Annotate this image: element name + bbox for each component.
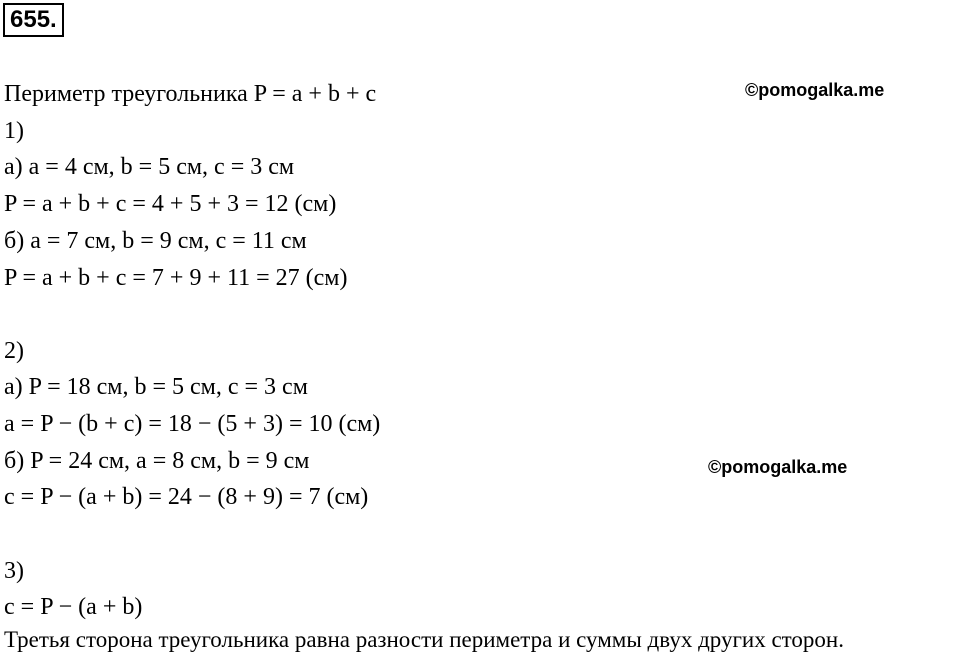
task-2b-solution: c = P − (a + b) = 24 − (8 + 9) = 7 (см) [4, 484, 369, 510]
task-1b-given: б) a = 7 см, b = 9 см, c = 11 см [4, 228, 307, 254]
section-3-heading: 3) [4, 558, 24, 584]
section-2-heading: 2) [4, 338, 24, 364]
problem-number: 655. [3, 3, 64, 37]
watermark: ©pomogalka.me [708, 457, 848, 477]
watermark: ©pomogalka.me [745, 80, 885, 100]
perimeter-formula-line: Периметр треугольника P = a + b + c [4, 81, 377, 107]
task-3-conclusion: Третья сторона треугольника равна разности периметра и суммы двух других сторон. [4, 627, 844, 652]
section-1-heading: 1) [4, 118, 24, 144]
task-1a-solution: P = a + b + c = 4 + 5 + 3 = 12 (см) [4, 191, 337, 217]
task-2a-given: а) P = 18 см, b = 5 см, c = 3 см [4, 374, 308, 400]
task-3-formula: c = P − (a + b) [4, 594, 143, 620]
task-2b-given: б) P = 24 см, a = 8 см, b = 9 см [4, 448, 310, 474]
task-2a-solution: a = P − (b + c) = 18 − (5 + 3) = 10 (см) [4, 411, 381, 437]
task-1b-solution: P = a + b + c = 7 + 9 + 11 = 27 (см) [4, 265, 348, 291]
task-1a-given: а) a = 4 см, b = 5 см, c = 3 см [4, 154, 295, 180]
